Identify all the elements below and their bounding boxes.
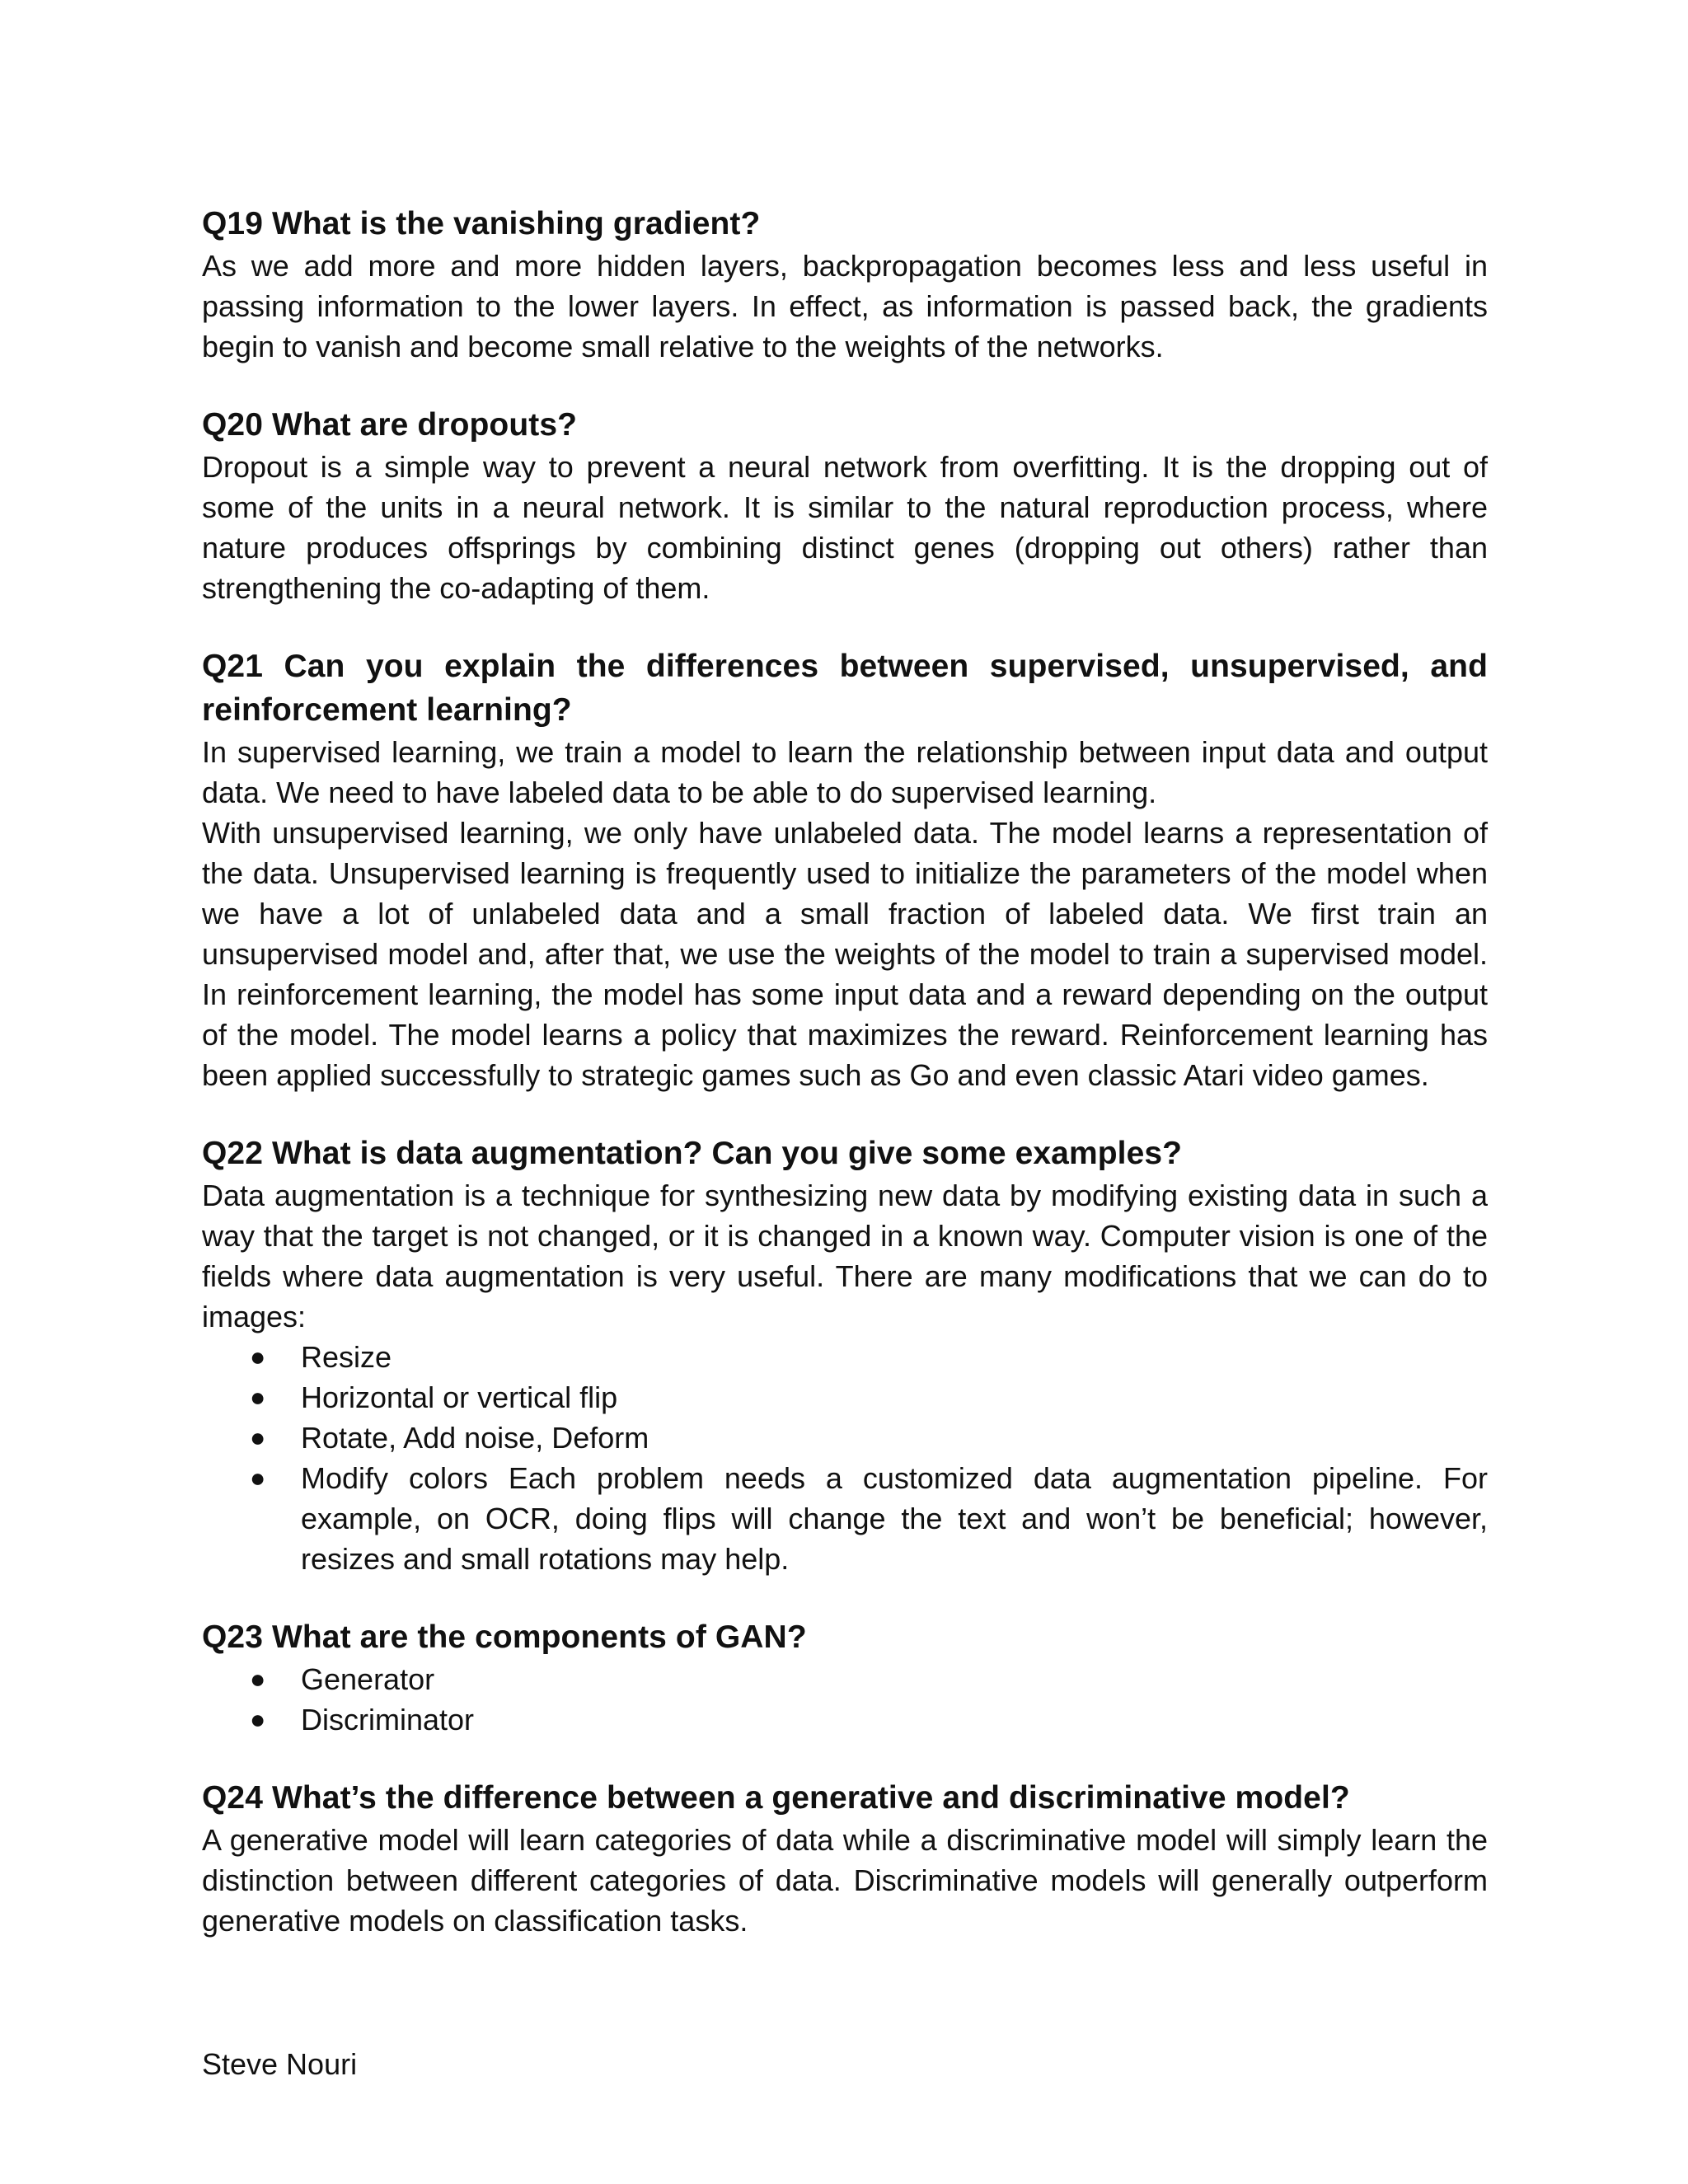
list-item-text: Discriminator [301, 1703, 475, 1736]
question-heading: Q23 What are the components of GAN? [202, 1619, 807, 1655]
answer-paragraph: As we add more and more hidden layers, backpropagation becomes less and less useful in passing information to the lower layers. In effect, as information is passed back, the gradients begin to vanish and become small relative to the weights of the networks. [202, 249, 1488, 363]
list-item-text: Rotate, Add noise, Deform [301, 1421, 649, 1455]
bullet-list [202, 1659, 1488, 1740]
list-item [202, 1337, 1488, 1377]
qa-section-q22 [202, 1132, 1488, 1579]
list-item-text: Generator [301, 1662, 435, 1696]
question-heading: Q24 What’s the difference between a generative and discriminative model? [202, 1780, 1350, 1816]
question-heading: Q19 What is the vanishing gradient? [202, 206, 761, 241]
bullet-icon: ● [250, 1382, 266, 1412]
list-item [202, 1458, 1488, 1579]
footer-author: Steve Nouri [202, 2047, 358, 2081]
list-item [202, 1699, 1488, 1740]
question-heading: Q21 Can you explain the differences between supervised, unsupervised, and reinforcement learning? [202, 649, 1488, 728]
answer-paragraph: Dropout is a simple way to prevent a neural network from overfitting. It is the dropping out of some of the units in a neural network. It is similar to the natural reproduction process, where nature produces offsprings by combining distinct genes (dropping out others) rather than strengthening the co-adapting of them. [202, 450, 1488, 605]
qa-section-q23 [202, 1615, 1488, 1740]
list-item-text: Modify colors Each problem needs a customized data augmentation pipeline. For example, on OCR, doing flips will change the text and won’t be beneficial; however, resizes and small rotations may help. [301, 1461, 1488, 1576]
question-heading: Q20 What are dropouts? [202, 407, 578, 443]
answer-paragraph: Data augmentation is a technique for synthesizing new data by modifying existing data in such a way that the target is not changed, or it is changed in a known way. Computer vision is one of the fields where data augmentation is very useful. There are many modifications that we can do to images: [202, 1179, 1488, 1333]
bullet-icon: ● [250, 1463, 266, 1493]
bullet-icon: ● [250, 1342, 266, 1371]
list-item-text: Horizontal or vertical flip [301, 1380, 618, 1414]
qa-section-q20 [202, 403, 1488, 608]
qa-section-q21 [202, 644, 1488, 1095]
bullet-icon: ● [250, 1664, 266, 1694]
qa-section-q19 [202, 202, 1488, 367]
list-item [202, 1418, 1488, 1458]
bullet-icon: ● [250, 1704, 266, 1734]
list-item [202, 1377, 1488, 1418]
list-item [202, 1659, 1488, 1699]
bullet-icon: ● [250, 1422, 266, 1452]
answer-paragraph: With unsupervised learning, we only have unlabeled data. The model learns a representation of the data. Unsupervised learning is frequently used to initialize the parameters of the model when we have a lot of unlabeled data and a small fraction of labeled data. We first train an unsupervised model and, after that, we use the weights of the model to train a supervised model. In reinforcement learning, the model has some input data and a reward depending on the output of the model. The model learns a policy that maximizes the reward. Reinforcement learning has been applied successfully to strategic games such as Go and even classic Atari video games. [202, 816, 1488, 1092]
document-body [202, 202, 1488, 1977]
answer-paragraph: A generative model will learn categories of data while a discriminative model will simply learn the distinction between different categories of data. Discriminative models will generally outperform generative models on classification tasks. [202, 1823, 1488, 1938]
list-item-text: Resize [301, 1340, 392, 1374]
qa-section-q24 [202, 1776, 1488, 1941]
answer-paragraph: In supervised learning, we train a model to learn the relationship between input data and output data. We need to have labeled data to be able to do supervised learning. [202, 735, 1488, 809]
bullet-list [202, 1337, 1488, 1579]
question-heading: Q22 What is data augmentation? Can you give some examples? [202, 1136, 1183, 1171]
